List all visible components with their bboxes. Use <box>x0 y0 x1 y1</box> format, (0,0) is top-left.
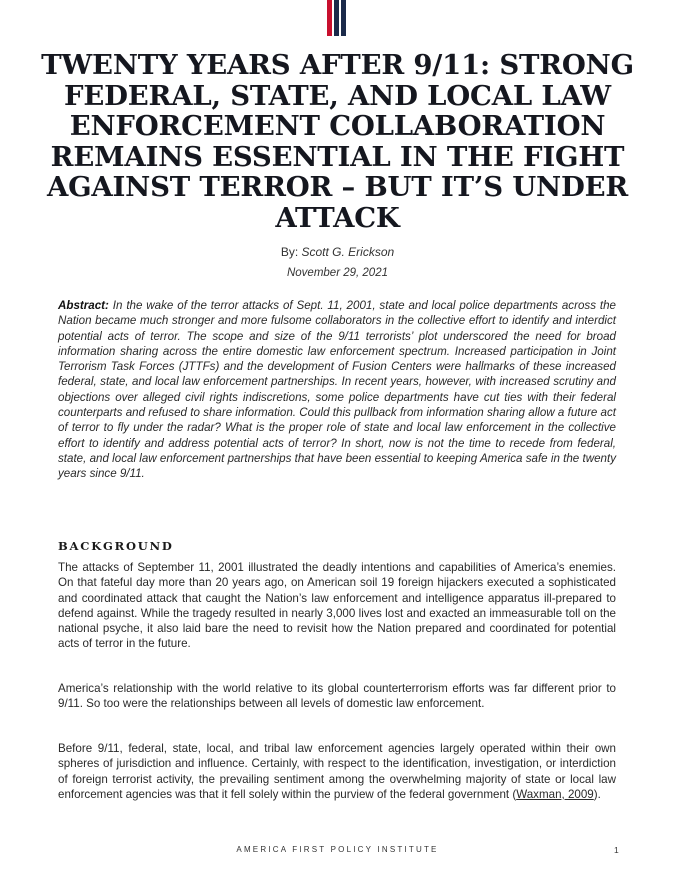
abstract <box>58 298 616 482</box>
flag-navy-stripe <box>341 0 346 36</box>
publication-date: November 29, 2021 <box>286 267 388 279</box>
abstract-label: Abstract: <box>58 299 109 312</box>
document-title: TWENTY YEARS AFTER 9/11: STRONG FEDERAL, STATE, AND LOCAL LAW ENFORCEMENT COLLABORATION REMAINS ESSENTIAL IN THE FIGHT AGAINST TERROR – BUT IT’S UNDER ATTACK <box>41 49 634 234</box>
paragraph-text-end: ). <box>593 787 601 801</box>
paragraph <box>58 741 616 802</box>
byline <box>0 245 675 259</box>
paragraph: The attacks of September 11, 2001 illustrated the deadly intentions and capabilities of America’s enemies. On that fateful day more than 20 years ago, on American soil 19 foreign hijackers executed a sophisticated and coordinated attack that caught the Nation’s law enforcement and intelligence apparatus ill-prepared to defend against. While the tragedy resulted in nearly 3,000 lives lost and exacted an immeasurable toll on the national psyche, it also laid bare the need to revisit how the Nation prepared and coordinated for potential acts of terror in the future. <box>58 561 616 651</box>
paragraph: America’s relationship with the world relative to its global counterterrorism efforts was far different prior to 9/11. So too were the relationships between all levels of domestic law enforcement. <box>58 682 616 711</box>
logo-flag-icon <box>327 0 347 36</box>
paragraph-text: Before 9/11, federal, state, local, and tribal law enforcement agencies largely operated within their own spheres of jurisdiction and influence. Certainly, with respect to the identification, investigation, or interdiction of foreign terrorist activity, the prevailing sentiment among the overwhelming majority of state or local law enforcement agencies was that it fell solely within the purview of the federal government ( <box>58 742 616 801</box>
footer-organization: AMERICA FIRST POLICY INSTITUTE <box>236 845 439 854</box>
flag-red-stripe <box>327 0 332 36</box>
page-number: 1 <box>614 845 619 855</box>
flag-navy-stripe <box>334 0 339 36</box>
abstract-text: In the wake of the terror attacks of Sept. 11, 2001, state and local police departments across the Nation became much stronger and more fulsome collaborators in the collective effort to identify and interdict potential acts of terror. The scope and size of the 9/11 terrorists’ plot underscored the need for broad information sharing across the entire domestic law enforcement spectrum. Increased participation in Joint Terrorism Task Forces (JTTFs) and the development of Fusion Centers were hallmarks of these increased federal, state, and local law enforcement partnerships. In recent years, however, with increased scrutiny and objections over alleged civil rights indiscretions, some police departments have cut ties with their federal counterparts and refused to share information. Could this pullback from information sharing allow a future act of terror to fly under the radar? What is the proper role of state and local law enforcement in the collective effort to identify and address potential acts of terror? In short, now is not the time to recede from federal, state, and local law enforcement partnerships that have been essential to keeping America safe in the twenty years since 9/11. <box>58 299 616 481</box>
author-name: Scott G. Erickson <box>301 245 395 259</box>
by-label: By: <box>280 245 302 259</box>
section-heading-background: BACKGROUND <box>58 539 174 553</box>
citation-link[interactable]: Waxman, 2009 <box>516 787 594 801</box>
